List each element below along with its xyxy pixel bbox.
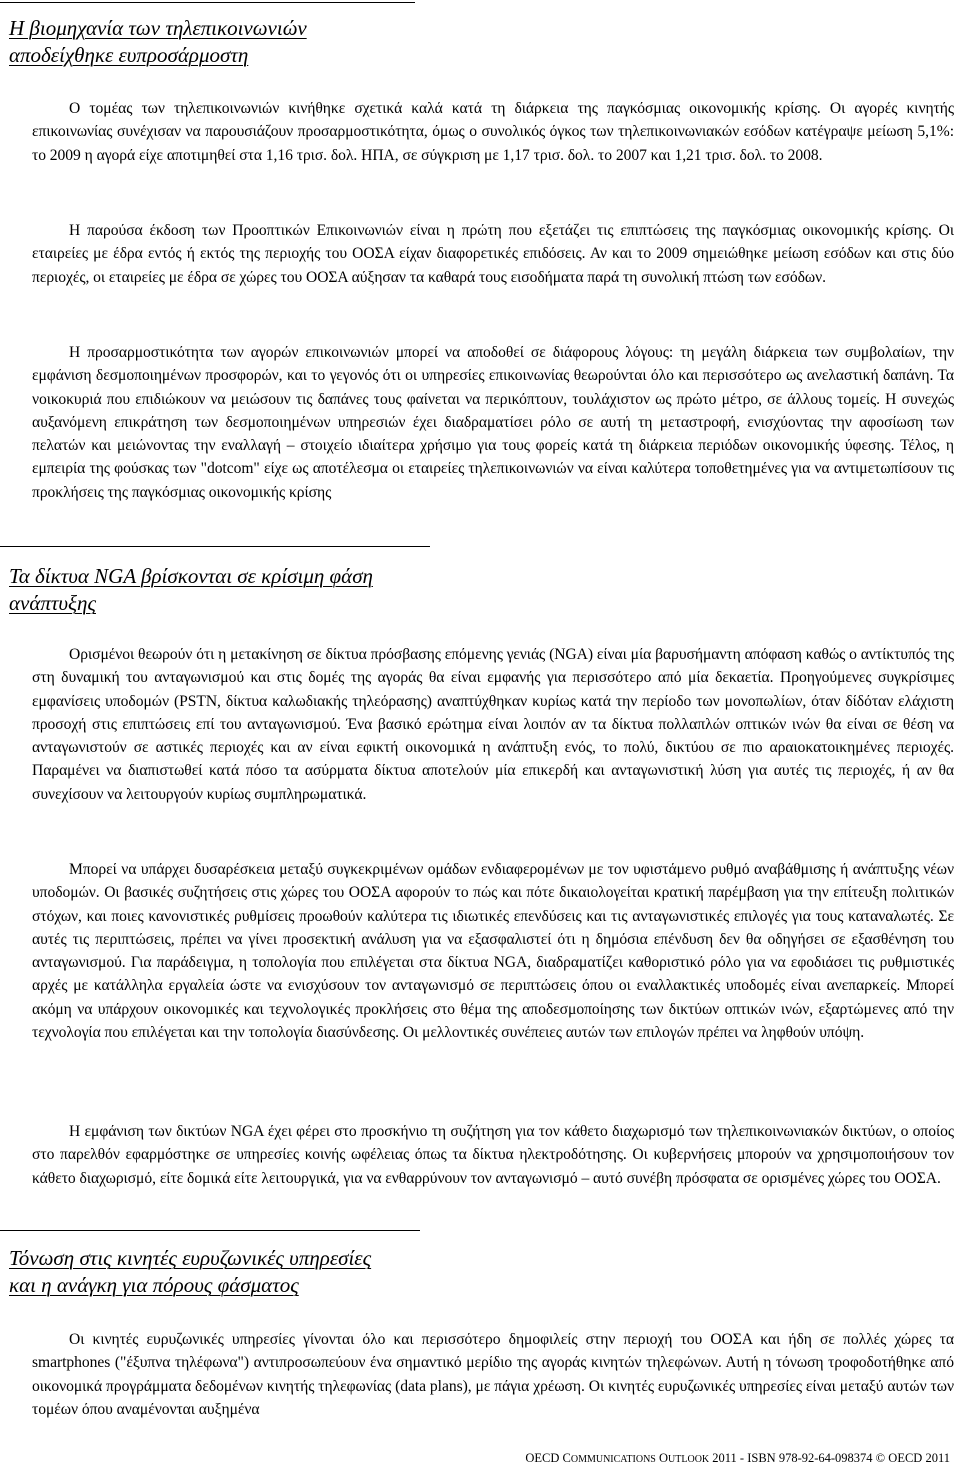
heading-line: Τα δίκτυα NGA βρίσκονται σε κρίσιμη φάση: [9, 564, 373, 588]
paragraph: Ορισμένοι θεωρούν ότι η μετακίνηση σε δίκτυα πρόσβασης επόμενης γενιάς (NGA) είναι μία βαρυσήμαντη απόφαση καθώς ο αντίκτυπός της στη δυναμική του ανταγωνισμού και στις δομές της αγοράς θα είναι εμφανής για περισσότερο από μία δεκαετία. Προηγούμενες συγκρίσιμες εμφανίσεις υποδομών (PSTN, δίκτυα καλωδιακής τηλεόρασης) αναπτύχθηκαν κυρίως κατά την περίοδο των μονοπωλίων, όταν δίδόταν ελάχιστη προσοχή στις επιπτώσεις επί του ανταγωνισμού. Ένα βασικό ερώτημα είναι λοιπόν αν τα δίκτυα πολλαπλών οπτικών ινών θα είναι σε θέση να ανταγωνιστούν σε αστικές περιοχές και αν είναι εφικτή οικονομικά η ανάπτυξη ενός, το πολύ, δικτύου σε πιο αραιοκατοικημένες περιοχές. Παραμένει να διαπιστωθεί κατά πόσο τα ασύρματα δίκτυα αποτελούν μία επικερδή και ανταγωνιστική λύση για αυτές τις περιοχές, ή αν θα συνεχίσουν να λειτουργούν κυρίως συμπληρωματικά.: [32, 646, 954, 803]
heading-line: Η βιομηχανία των τηλεπικοινωνιών: [9, 16, 307, 40]
section-heading: [9, 563, 373, 617]
section-rule: [0, 1230, 420, 1231]
footer-publisher-rest: OMMUNICATIONS: [570, 1454, 656, 1465]
footer-title-initial: O: [655, 1451, 669, 1465]
section-heading: [9, 15, 307, 69]
paragraph: Ο τομέας των τηλεπικοινωνιών κινήθηκε σχετικά καλά κατά τη διάρκεια της παγκόσμιας οικονομικής κρίσης. Οι αγορές κινητής επικοινωνίας συνέχισαν να παρουσιάζουν προσαρμοστικότητα, όμως ο συνολικός όγκος των τηλεπικοινωνιακών εσόδων κατέγραψε μείωση 5,1%: το 2009 η αγορά είχε αποτιμηθεί στα 1,16 τρισ. δολ. ΗΠΑ, σε σύγκριση με 1,17 τρισ. δολ. το 2007 και 1,21 τρισ. δολ. το 2008.: [32, 100, 954, 164]
heading-line: ανάπτυξης: [9, 591, 96, 615]
footer-isbn: 2011 - ISBN 978-92-64-098374 © OECD 2011: [709, 1451, 950, 1465]
heading-line: αποδείχθηκε ευπροσάρμοστη: [9, 43, 249, 67]
heading-line: Τόνωση στις κινητές ευρυζωνικές υπηρεσίες: [9, 1246, 372, 1270]
heading-line: και η ανάγκη για πόρους φάσματος: [9, 1273, 299, 1297]
section-heading: [9, 1245, 371, 1299]
section-rule: [0, 2, 415, 3]
footer-publisher-initial: OECD C: [525, 1451, 571, 1465]
paragraph: Η προσαρμοστικότητα των αγορών επικοινωνιών μπορεί να αποδοθεί σε διάφορους λόγους: τη μεγάλη διάρκεια των συμβολαίων, την εμφάνιση δεσμοποιημένων προσφορών, και το γεγονός ότι οι υπηρεσίες επικοινωνίας θεωρούνται όλο και περισσότερο ως ανελαστική δαπάνη. Τα νοικοκυριά που επιδιώκουν να μειώσουν τις δαπάνες τους φαίνεται να περικόπτουν, τουλάχιστον ως πρώτο μέτρο, σε άλλους τομείς. Η συνεχώς αυξανόμενη επικράτηση των δεσμοποιημένων υπηρεσιών έχει διαδραματίσει ρόλο σε αυτή τη μεταστροφή, ενισχύοντας την αφοσίωση των πελατών και μειώνοντας την εναλλαγή – στοιχείο ιδιαίτερα χρήσιμο για τους φορείς κατά τη διάρκεια περιόδων οικονομικής ύφεσης. Τέλος, η εμπειρία της φούσκας των "dotcom" είχε ως αποτέλεσμα οι εταιρείες τηλεπικοινωνιών να είναι καλύτερα τοποθετημένες για να αντιμετωπίσουν τις προκλήσεις της παγκόσμιας οικονομικής κρίσης: [32, 344, 954, 501]
section-rule: [0, 546, 430, 547]
paragraph: Η εμφάνιση των δικτύων NGA έχει φέρει στο προσκήνιο τη συζήτηση για τον κάθετο διαχωρισμό των τηλεπικοινωνιακών δικτύων, ο οποίος στο παρελθόν εφαρμόστηκε σε υπηρεσίες κοινής ωφέλειας όπως τα δίκτυα ηλεκτροδότησης. Οι κυβερνήσεις μπορούν να χρησιμοποιήσουν τον κάθετο διαχωρισμό, είτε δομικά είτε λειτουργικά, για να ενθαρρύνουν τον ανταγωνισμό – αυτό συνέβη πρόσφατα σε ορισμένες χώρες του ΟΟΣΑ.: [32, 1123, 954, 1187]
paragraph: Μπορεί να υπάρχει δυσαρέσκεια μεταξύ συγκεκριμένων ομάδων ενδιαφερομένων με τον υφιστάμενο ρυθμό αναβάθμισης ή ανάπτυξης νέων υποδομών. Οι βασικές συζητήσεις στις χώρες του ΟΟΣΑ αφορούν το πώς και πότε δικαιολογείται κρατική παρέμβαση για την επίτευξη πολιτικών στόχων, και ποιες κανονιστικές ρυθμίσεις προωθούν καλύτερα τις ιδιωτικές επενδύσεις και τις ανταγωνιστικές επιλογές για τους καταναλωτές. Σε αυτές τις περιπτώσεις, πρέπει να γίνει προσεκτική ανάλυση για να εξασφαλιστεί ότι η δημόσια επένδυση δεν θα οδηγήσει σε εξασθένηση του ανταγωνισμού. Για παράδειγμα, η τοπολογία που επιλέγεται στα δίκτυα NGA, διαδραματίζει καθοριστικό ρόλο για να εφοδιάσει τις ρυθμιστικές αρχές με κατάλληλα εργαλεία ώστε να ενισχύσουν τον ανταγωνισμό σε περιπτώσεις όπου οι εναλλακτικές υποδομές είναι ανεπαρκείς. Μπορεί ακόμη να υπάρχουν οικονομικές και τεχνολογικές προκλήσεις στο θέμα της αποδεσμοποίησης των δικτύων οπτικών ινών, εξαρτώμενες από την τεχνολογία που επιλέγεται και την τοπολογία διασύνδεσης. Οι μελλοντικές συνέπειες αυτών των επιλογών πρέπει να ληφθούν υπόψη.: [32, 861, 954, 1042]
paragraph: Οι κινητές ευρυζωνικές υπηρεσίες γίνονται όλο και περισσότερο δημοφιλείς στην περιοχή του ΟΟΣΑ και ήδη σε πολλές χώρες τα smartphones ("έξυπνα τηλέφωνα") αντιπροσωπεύουν ένα σημαντικό μερίδιο της αγοράς κινητών τηλεφώνων. Αυτή η τόνωση τροφοδοτήθηκε από οικονομικά προγράμματα δεδομένων κινητής τηλεφωνίας (data plans), με πάγια χρέωση. Οι κινητές ευρυζωνικές υπηρεσίες είναι μεταξύ αυτών των τομέων όπου αναμένονται αυξημένα: [32, 1331, 954, 1418]
footer-title-rest: UTLOOK: [668, 1454, 710, 1465]
paragraph: Η παρούσα έκδοση των Προοπτικών Επικοινωνιών είναι η πρώτη που εξετάζει τις επιπτώσεις της παγκόσμιας οικονομικής κρίσης. Οι εταιρείες με έδρα εντός ή εκτός της περιοχής του ΟΟΣΑ είχαν διαφορετικές επιδόσεις. Αν και το 2009 σημειώθηκε μείωση εσόδων και στις δύο περιοχές, οι εταιρείες με έδρα σε χώρες του ΟΟΣΑ αύξησαν τα καθαρά τους εισοδήματα παρά τη συνολική πτώση των εσόδων.: [32, 222, 954, 286]
page-footer: [525, 1450, 950, 1468]
